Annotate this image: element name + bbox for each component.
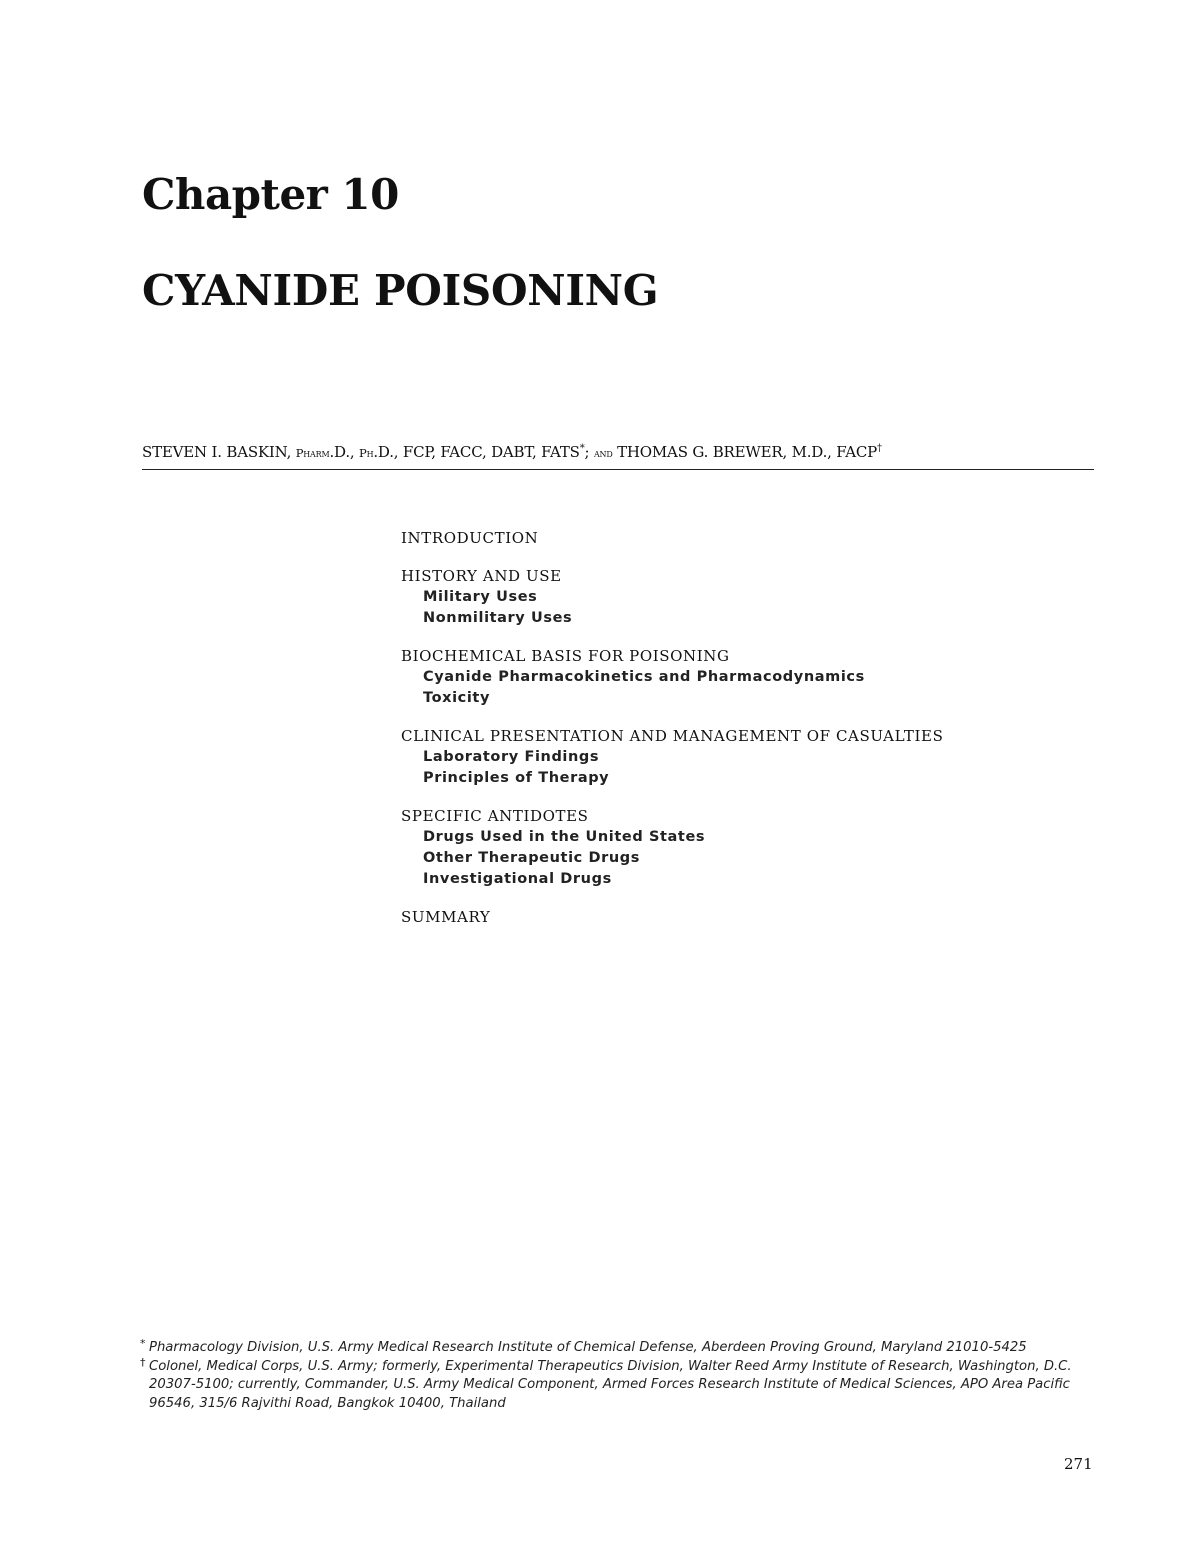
outline-heading: INTRODUCTION [401,529,539,547]
outline-section [401,907,1101,928]
outline-subheading: Principles of Therapy [423,770,610,786]
outline-subheading: Laboratory Findings [423,749,600,765]
outline-heading: HISTORY AND USE [401,567,562,585]
outline-section [401,806,1101,890]
author-1-degree-ph: Ph [359,446,374,460]
outline-heading: CLINICAL PRESENTATION AND MANAGEMENT OF CASUALTIES [401,727,944,745]
outline-section [401,566,1101,629]
outline-subheading: Nonmilitary Uses [423,610,573,626]
outline-section [401,726,1101,789]
footnotes [140,1339,1100,1413]
author-2-name: THOMAS G. BREWER, M.D., FACP [612,443,878,461]
outline-subheading: Other Therapeutic Drugs [423,850,640,866]
outline-section [401,528,1101,549]
author-conjunction: and [593,447,613,460]
outline-subheading: Cyanide Pharmacokinetics and Pharmacodynamics [423,669,865,685]
footnote [140,1355,1100,1414]
outline-section [401,646,1101,709]
author-1-name: STEVEN I. BASKIN, [142,443,296,461]
page-number: 271 [1064,1455,1093,1473]
author-1-degree-pharm: Pharm [295,446,330,460]
author-1-footnote-mark: * [579,443,585,454]
author-1-degrees: .D., FCP, FACC, DABT, FATS [373,443,580,461]
header-rule [142,469,1094,470]
outline-heading: BIOCHEMICAL BASIS FOR POISONING [401,647,730,665]
outline-subheading: Toxicity [423,690,490,706]
outline-subheading: Drugs Used in the United States [423,829,706,845]
chapter-outline [401,528,1101,945]
footnote-text: Colonel, Medical Corps, U.S. Army; formerly, Experimental Therapeutics Division, Walter Reed Army Institute of Research, Washington, D.C. 20307-5100; currently, Commander, U.S. Army Medical Component, Armed Forces Research Institute of Medical Sciences, APO Area Pacific 96546, 315/6 Rajvithi Road, Bangkok 10400, Thailand [149,1358,1072,1411]
footnote [140,1339,1100,1358]
footnote-mark: † [140,1355,146,1369]
outline-subheading: Military Uses [423,589,538,605]
outline-subheading: Investigational Drugs [423,871,612,887]
author-line [142,443,1094,461]
footnote-text: Pharmacology Division, U.S. Army Medical Research Institute of Chemical Defense, Aberdeen Proving Ground, Maryland 21010-5425 [149,1340,1027,1355]
author-1-degree-d: .D., [329,443,360,461]
chapter-title: CYANIDE POISONING [142,266,659,315]
chapter-number: Chapter 10 [142,170,399,219]
outline-heading: SUMMARY [401,908,491,926]
author-separator: ; [584,443,594,461]
author-2-footnote-mark: † [877,443,882,454]
outline-heading: SPECIFIC ANTIDOTES [401,807,589,825]
footnote-mark: * [140,1337,146,1350]
